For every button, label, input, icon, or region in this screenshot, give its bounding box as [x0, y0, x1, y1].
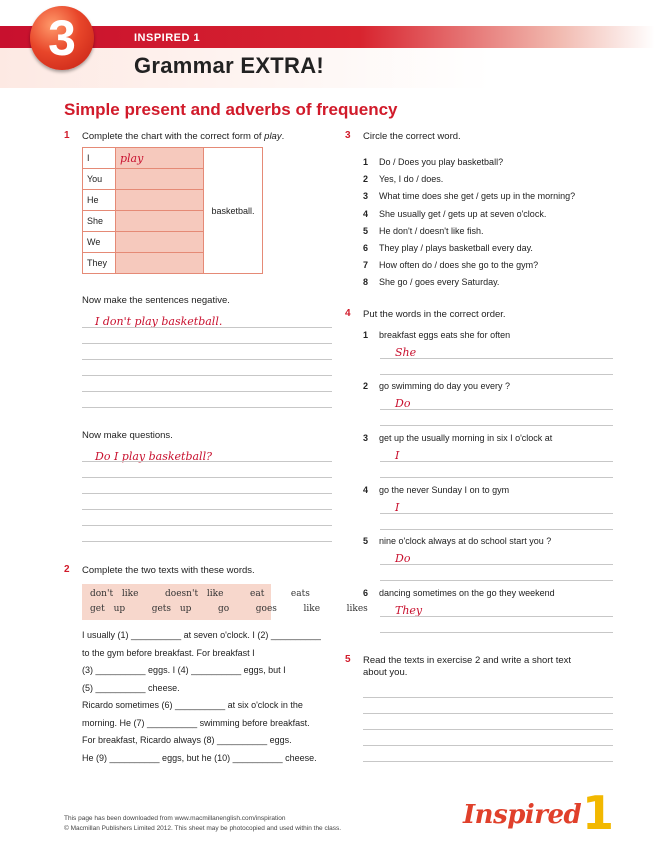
chart-answer-cell[interactable] — [116, 232, 204, 253]
answer-line[interactable] — [82, 541, 332, 542]
header-band-light — [0, 48, 655, 88]
answer-line[interactable] — [380, 529, 613, 530]
item-number: 4 — [363, 208, 369, 219]
ex1-negative-example: I don't play basketball. — [95, 315, 223, 328]
header-band — [0, 26, 655, 48]
ex1-instruction — [82, 131, 284, 142]
ex1-negative-label: Now make the sentences negative. — [82, 295, 230, 306]
answer-line[interactable] — [82, 493, 332, 494]
ex1-question-label: Now make questions. — [82, 430, 173, 441]
ex5-number: 5 — [345, 654, 351, 665]
chart-pronoun: You — [83, 169, 116, 190]
word-box-row: get up gets up go goes like likes — [90, 604, 368, 614]
chart-answer-cell[interactable] — [116, 190, 204, 211]
word-box-row: don't like doesn't like eat eats — [90, 589, 310, 599]
chart-answer-cell[interactable] — [116, 211, 204, 232]
ex3-item[interactable] — [363, 171, 575, 188]
ex3-item[interactable] — [363, 240, 575, 257]
chart-pronoun: We — [83, 232, 116, 253]
ex5-instruction-line: Read the texts in exercise 2 and write a short text — [363, 655, 572, 666]
ex3-item[interactable] — [363, 223, 575, 240]
ex3-list — [363, 154, 575, 292]
footer-line: © Macmillan Publishers Limited 2012. This sheet may be photocopied and used within the class. — [64, 825, 342, 832]
ex2-text — [82, 627, 321, 767]
answer-line[interactable] — [380, 580, 613, 581]
ex5-instruction-line: about you. — [363, 667, 408, 678]
ex2-instruction: Complete the two texts with these words. — [82, 565, 255, 576]
chart-pronoun: They — [83, 253, 116, 274]
item-text: She go / goes every Saturday. — [379, 277, 500, 288]
ex2-number: 2 — [64, 564, 70, 575]
ex1-instruction-end: . — [281, 131, 285, 142]
footer-line: This page has been downloaded from www.macmillanenglish.com/inspiration — [64, 815, 286, 822]
item-text: How often do / does she go to the gym? — [379, 260, 539, 271]
ex4-item — [363, 536, 551, 546]
answer-line[interactable] — [380, 564, 613, 565]
ex4-item — [363, 433, 552, 443]
answer-line[interactable] — [82, 359, 332, 360]
ex4-item — [363, 485, 509, 495]
chart-example-answer: play — [120, 151, 144, 165]
ex4-start: I — [395, 449, 400, 462]
ex2-line: For breakfast, Ricardo always (8) __________ eggs. — [82, 735, 292, 745]
ex4-start: I — [395, 501, 400, 514]
item-number: 7 — [363, 260, 369, 271]
answer-line[interactable] — [380, 477, 613, 478]
answer-line[interactable] — [380, 632, 613, 633]
ex4-item — [363, 588, 555, 598]
ex3-item[interactable] — [363, 154, 575, 171]
item-text: Do / Does you play basketball? — [379, 157, 504, 167]
ex2-line: He (9) __________ eggs, but he (10) __________ cheese. — [82, 752, 317, 763]
chart-pronoun: He — [83, 190, 116, 211]
ex1-instruction-text: Complete the chart with the correct form of — [82, 131, 265, 142]
ex3-number: 3 — [345, 130, 351, 141]
scrambled-words: breakfast eggs eats she for often — [379, 330, 511, 340]
chart-object: basketball. — [204, 148, 263, 274]
ex3-item[interactable] — [363, 274, 575, 291]
ex5-instruction — [363, 655, 571, 679]
footer — [64, 814, 341, 834]
item-number: 3 — [363, 191, 369, 202]
ex3-instruction: Circle the correct word. — [363, 131, 461, 142]
chart-answer-cell[interactable] — [116, 169, 204, 190]
scrambled-words: get up the usually morning in six I o'clock at — [379, 433, 553, 443]
answer-line[interactable] — [82, 477, 332, 478]
ex2-line: to the gym before breakfast. For breakfast I — [82, 647, 255, 658]
answer-line[interactable] — [380, 461, 613, 462]
ex4-start: Do — [395, 552, 411, 565]
ex1-instruction-verb: play — [264, 131, 282, 142]
ex4-item — [363, 330, 510, 340]
scrambled-words: nine o'clock always at do school start you ? — [379, 536, 552, 546]
item-text: Yes, I do / does. — [379, 174, 444, 185]
answer-line[interactable] — [380, 358, 613, 359]
ex1-number: 1 — [64, 130, 70, 141]
item-number: 4 — [363, 485, 369, 495]
answer-line[interactable] — [380, 409, 613, 410]
ex4-instruction: Put the words in the correct order. — [363, 309, 506, 320]
item-number: 1 — [363, 330, 369, 340]
ex3-item[interactable] — [363, 257, 575, 274]
item-number: 2 — [363, 174, 369, 185]
answer-line[interactable] — [82, 461, 332, 462]
chart-answer-cell[interactable] — [116, 148, 204, 169]
item-number: 8 — [363, 277, 369, 288]
ex3-item[interactable] — [363, 188, 575, 205]
ex4-start: Do — [395, 397, 411, 410]
word-box — [82, 584, 368, 620]
ex2-line: (5) __________ cheese. — [82, 682, 180, 693]
answer-line[interactable] — [82, 407, 332, 408]
section-title: Simple present and adverbs of frequency — [64, 100, 398, 119]
chart-pronoun: She — [83, 211, 116, 232]
answer-line[interactable] — [363, 697, 613, 698]
scrambled-words: dancing sometimes on the go they weekend — [379, 588, 555, 598]
item-number: 6 — [363, 243, 369, 254]
answer-line[interactable] — [363, 713, 613, 714]
item-number: 3 — [363, 433, 369, 443]
answer-line[interactable] — [82, 525, 332, 526]
ex4-start: She — [395, 346, 417, 359]
ex4-item — [363, 381, 510, 391]
item-number: 5 — [363, 536, 369, 546]
answer-line[interactable] — [82, 391, 332, 392]
ex2-line: Ricardo sometimes (6) __________ at six o'clock in the — [82, 700, 303, 710]
inspired-logo: Inspired — [463, 800, 582, 830]
item-text: He don't / doesn't like fish. — [379, 225, 484, 236]
item-number: 2 — [363, 381, 369, 391]
unit-badge: 3 — [30, 6, 94, 70]
item-text: They play / plays basketball every day. — [379, 243, 533, 254]
answer-line[interactable] — [82, 375, 332, 376]
scrambled-words: go the never Sunday I on to gym — [379, 485, 510, 495]
answer-line[interactable] — [82, 509, 332, 510]
answer-line[interactable] — [380, 374, 613, 375]
item-number: 1 — [363, 157, 369, 167]
chart-answer-cell[interactable] — [116, 253, 204, 274]
series-name: INSPIRED 1 — [134, 32, 201, 44]
answer-line[interactable] — [363, 745, 613, 746]
answer-line[interactable] — [380, 513, 613, 514]
page-heading: Grammar EXTRA! — [134, 53, 325, 78]
ex3-item[interactable] — [363, 206, 575, 223]
inspired-logo-number: 1 — [582, 786, 615, 840]
answer-line[interactable] — [363, 729, 613, 730]
answer-line[interactable] — [363, 761, 613, 762]
answer-line[interactable] — [380, 425, 613, 426]
answer-line[interactable] — [380, 616, 613, 617]
item-number: 5 — [363, 225, 369, 236]
item-text: What time does she get / gets up in the morning? — [379, 191, 576, 202]
chart-pronoun: I — [83, 148, 116, 169]
item-text: She usually get / gets up at seven o'clock. — [379, 208, 547, 219]
ex4-number: 4 — [345, 308, 351, 319]
item-number: 6 — [363, 588, 369, 598]
ex2-line: I usually (1) __________ at seven o'clock. I (2) __________ — [82, 630, 321, 640]
scrambled-words: go swimming do day you every ? — [379, 381, 511, 391]
answer-line[interactable] — [82, 343, 332, 344]
ex4-start: They — [395, 604, 423, 617]
ex2-line: (3) __________ eggs. I (4) __________ eggs, but I — [82, 665, 286, 675]
ex1-question-example: Do I play basketball? — [95, 450, 212, 463]
ex2-line: morning. He (7) __________ swimming before breakfast. — [82, 717, 310, 728]
verb-chart — [82, 147, 263, 274]
answer-line[interactable] — [82, 327, 332, 328]
